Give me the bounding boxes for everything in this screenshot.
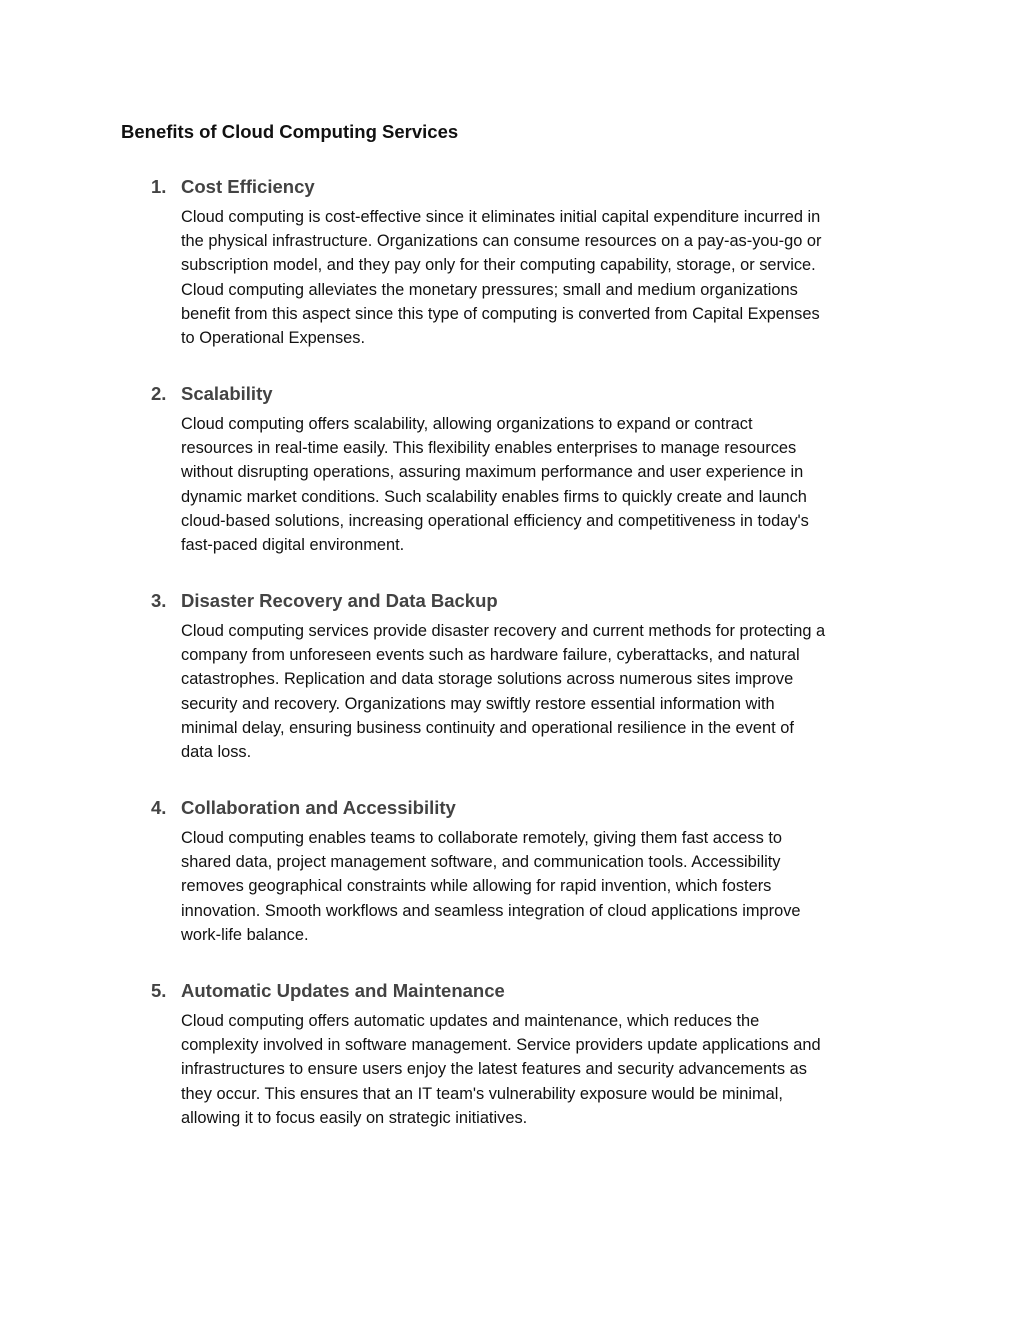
item-number: 5. [151, 980, 167, 1001]
item-body [181, 619, 901, 764]
document-title: Benefits of Cloud Computing Services [121, 121, 459, 142]
body-line: Cloud computing offers automatic updates and maintenance, which reduces the [181, 1012, 760, 1030]
body-line: infrastructures to ensure users enjoy the latest features and security advancements as [181, 1060, 807, 1079]
item-number: 4. [151, 797, 167, 818]
body-line: benefit from this aspect since this type of computing is converted from Capital Expenses [181, 304, 820, 323]
item-body [181, 826, 901, 947]
item-body [181, 1009, 901, 1130]
item-heading: Automatic Updates and Maintenance [181, 980, 505, 1001]
item-number: 2. [151, 383, 167, 404]
body-line: dynamic market conditions. Such scalability enables firms to quickly create and launch [181, 487, 807, 506]
body-line: minimal delay, ensuring business continuity and operational resilience in the event of [181, 718, 794, 737]
body-line: cloud-based solutions, increasing operational efficiency and competitiveness in today's [181, 511, 809, 530]
body-line: Cloud computing is cost-effective since it eliminates initial capital expenditure incurred in [181, 208, 821, 226]
item-heading: Scalability [181, 383, 273, 404]
body-line: data loss. [181, 743, 252, 762]
body-line: innovation. Smooth workflows and seamless integration of cloud applications improve [181, 901, 801, 920]
body-line: Cloud computing alleviates the monetary pressures; small and medium organizations [181, 280, 798, 299]
body-line: shared data, project management software, and communication tools. Accessibility [181, 853, 781, 872]
item-heading: Cost Efficiency [181, 176, 315, 197]
body-line: Cloud computing enables teams to collaborate remotely, giving them fast access to [181, 829, 782, 847]
item-body [181, 412, 901, 557]
body-line: removes geographical constraints while allowing for rapid invention, which fosters [181, 877, 772, 896]
item-number: 3. [151, 590, 167, 611]
body-line: work-life balance. [181, 925, 309, 944]
body-line: security and recovery. Organizations may swiftly restore essential information with [181, 694, 775, 713]
item-number: 1. [151, 176, 167, 197]
body-line: resources in real-time easily. This flexibility enables enterprises to manage resources [181, 439, 797, 458]
body-line: they occur. This ensures that an IT team's vulnerability exposure would be minimal, [181, 1084, 783, 1103]
body-line: allowing it to focus easily on strategic initiatives. [181, 1108, 528, 1127]
body-line: catastrophes. Replication and data storage solutions across numerous sites improve [181, 670, 794, 689]
body-line: the physical infrastructure. Organizations can consume resources on a pay-as-you-go or [181, 232, 822, 251]
body-line: to Operational Expenses. [181, 329, 366, 348]
item-heading: Disaster Recovery and Data Backup [181, 590, 498, 611]
body-line: Cloud computing offers scalability, allowing organizations to expand or contract [181, 415, 753, 433]
body-line: fast-paced digital environment. [181, 536, 405, 555]
item-heading: Collaboration and Accessibility [181, 797, 456, 818]
item-body [181, 205, 901, 350]
body-line: complexity involved in software management. Service providers update applications and [181, 1036, 821, 1055]
body-line: Cloud computing services provide disaster recovery and current methods for protecting a [181, 622, 826, 640]
body-line: company from unforeseen events such as hardware failure, cyberattacks, and natural [181, 646, 800, 665]
body-line: subscription model, and they pay only for their computing capability, storage, or service. [181, 256, 816, 275]
body-line: without disrupting operations, assuring maximum performance and user experience in [181, 463, 804, 482]
